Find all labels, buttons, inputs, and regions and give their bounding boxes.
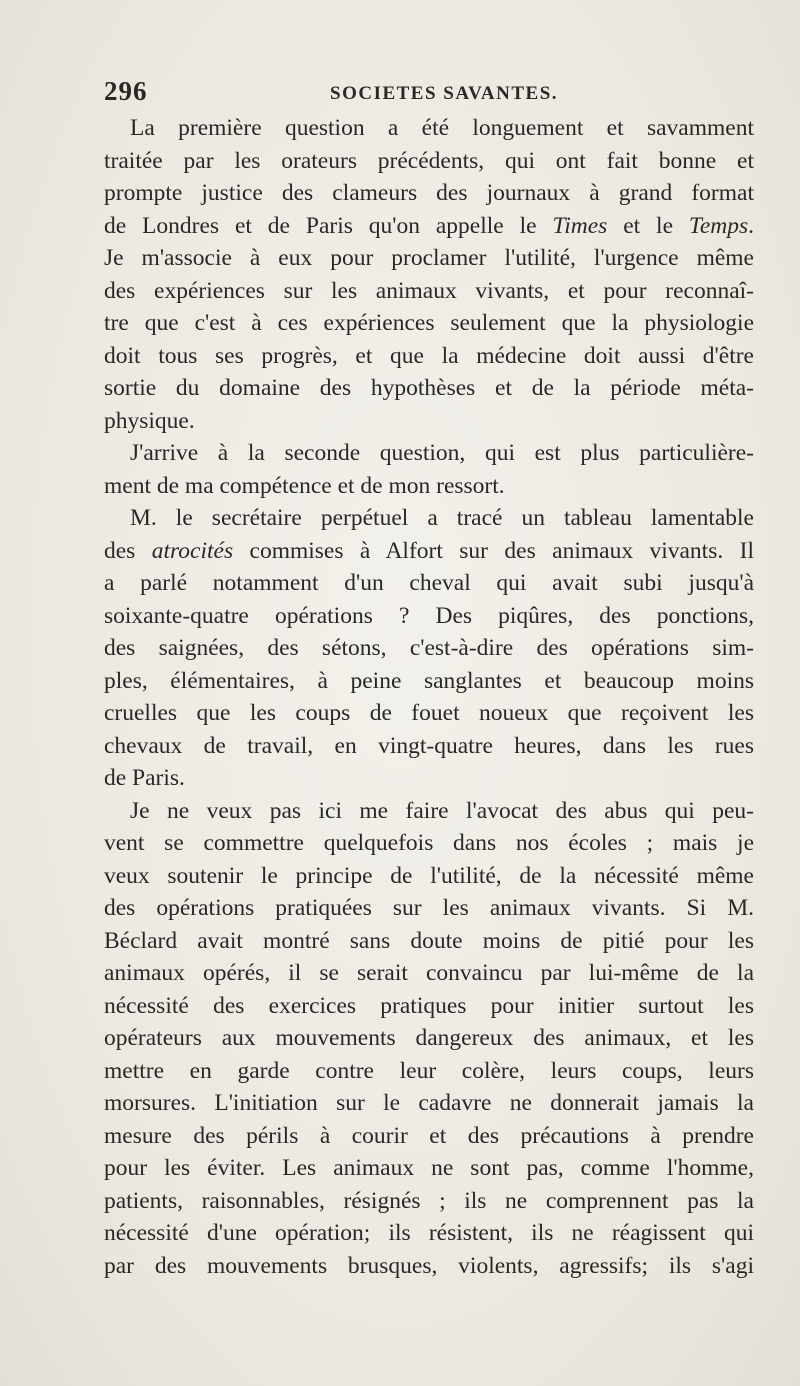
text-segment: mettre en garde contre leur colère, leurs coups, leurs	[104, 1057, 754, 1084]
text-segment: Béclard avait montré sans doute moins de pitié pour les	[104, 927, 754, 954]
text-segment: prompte justice des clameurs des journaux à grand format	[104, 180, 754, 206]
text-line	[104, 1055, 754, 1088]
text-line	[104, 1152, 754, 1185]
text-line	[104, 567, 754, 600]
text-segment: de Paris.	[104, 765, 185, 791]
text-segment: a parlé notamment d'un cheval qui avait subi jusqu'à	[104, 570, 754, 596]
text-line	[104, 957, 754, 990]
page-header	[104, 76, 754, 112]
text-line	[104, 1250, 754, 1283]
text-segment: .	[748, 212, 754, 239]
text-line	[104, 1217, 754, 1250]
text-segment: M. le secrétaire perpétuel a tracé un tableau lamentable	[130, 505, 754, 531]
text-segment: doit tous ses progrès, et que la médecine doit aussi d'être	[104, 342, 754, 369]
text-segment: nécessité des exercices pratiques pour initier surtout les	[104, 992, 754, 1019]
text-line	[104, 177, 754, 210]
text-line	[104, 795, 754, 828]
text-segment: vent se commettre quelquefois dans nos écoles ; mais je	[104, 830, 754, 856]
italic-word: Times	[552, 212, 608, 239]
page-number: 296	[104, 76, 148, 106]
text-segment: animaux opérés, il se serait convaincu par lui-même de la	[104, 960, 754, 986]
text-segment: mesure des périls à courir et des précautions à prendre	[104, 1122, 754, 1149]
text-segment: tre que c'est à ces expériences seulement que la physiologie	[104, 310, 754, 336]
text-segment: de Londres et de Paris qu'on appelle le	[104, 212, 553, 239]
text-segment: commises à Alfort sur des animaux vivants. Il	[233, 537, 754, 564]
text-line	[104, 1087, 754, 1120]
text-line	[104, 535, 754, 568]
text-line	[104, 275, 754, 308]
text-line	[104, 1022, 754, 1055]
text-line	[104, 405, 754, 438]
text-line	[104, 112, 754, 145]
text-line	[104, 437, 754, 470]
text-segment: opérateurs aux mouvements dangereux des animaux, et les	[104, 1025, 754, 1051]
text-line	[104, 210, 754, 243]
text-segment: ment de ma compétence et de mon ressort.	[104, 472, 505, 499]
text-segment: nécessité d'une opération; ils résistent, ils ne réagissent qui	[104, 1220, 754, 1246]
text-segment: soixante-quatre opérations ? Des piqûres, des ponctions,	[104, 602, 754, 629]
text-segment: La première question a été longuement et savamment	[130, 115, 754, 141]
text-line	[104, 600, 754, 633]
text-segment: cruelles que les coups de fouet noueux que reçoivent les	[104, 700, 754, 726]
text-segment: veux soutenir le principe de l'utilité, de la nécessité même	[104, 862, 754, 889]
italic-word: atrocités	[151, 537, 234, 564]
text-line	[104, 632, 754, 665]
text-segment: des saignées, des sétons, c'est-à-dire des opérations sim-	[104, 635, 754, 661]
text-segment: traitée par les orateurs précédents, qui ont fait bonne et	[104, 147, 754, 174]
text-segment: physique.	[104, 407, 195, 434]
text-segment: pour les éviter. Les animaux ne sont pas, comme l'homme,	[104, 1155, 754, 1181]
text-segment: ples, élémentaires, à peine sanglantes et beaucoup moins	[104, 667, 754, 694]
text-line	[104, 730, 754, 763]
text-segment: par des mouvements brusques, violents, agressifs; ils s'agi	[104, 1252, 754, 1279]
text-segment: morsures. L'initiation sur le cadavre ne donnerait jamais la	[104, 1090, 754, 1116]
text-line	[104, 762, 754, 795]
text-line	[104, 860, 754, 893]
text-segment: des expériences sur les animaux vivants, et pour reconnaî-	[104, 277, 754, 304]
text-line	[104, 697, 754, 730]
text-line	[104, 340, 754, 373]
text-line	[104, 892, 754, 925]
text-line	[104, 925, 754, 958]
text-segment: Je m'associe à eux pour proclamer l'utilité, l'urgence même	[104, 245, 754, 271]
text-line	[104, 1120, 754, 1153]
text-segment: des opérations pratiquées sur les animaux vivants. Si M.	[104, 895, 754, 921]
italic-word: Temps	[688, 212, 749, 239]
text-line	[104, 990, 754, 1023]
text-line	[104, 502, 754, 535]
body-text	[104, 112, 754, 1282]
text-line	[104, 242, 754, 275]
text-segment: chevaux de travail, en vingt-quatre heures, dans les rues	[104, 732, 754, 759]
text-segment: sortie du domaine des hypothèses et de la période méta-	[104, 375, 754, 401]
text-segment: J'arrive à la seconde question, qui est plus particulière-	[130, 440, 754, 466]
running-title: SOCIETES SAVANTES.	[330, 83, 559, 104]
text-line	[104, 145, 754, 178]
text-segment: des	[104, 537, 152, 564]
text-line	[104, 1185, 754, 1218]
text-segment: Je ne veux pas ici me faire l'avocat des abus qui peu-	[130, 797, 754, 824]
text-line	[104, 827, 754, 860]
text-line	[104, 307, 754, 340]
text-line	[104, 372, 754, 405]
text-segment: et le	[607, 212, 689, 239]
text-segment: patients, raisonnables, résignés ; ils ne comprennent pas la	[104, 1187, 754, 1214]
text-line	[104, 665, 754, 698]
text-line	[104, 470, 754, 503]
